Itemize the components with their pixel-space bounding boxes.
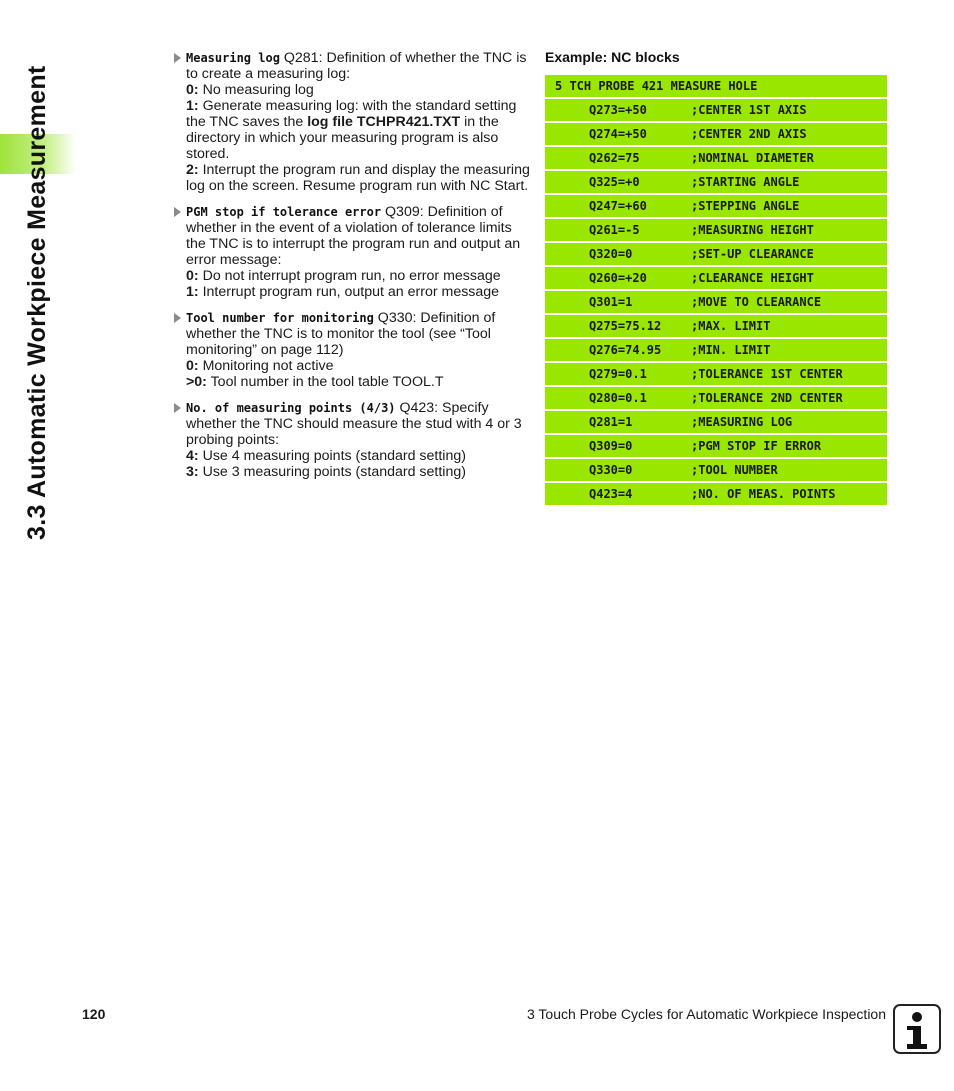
option-key: 2: [186,162,199,178]
nc-comment: ;CENTER 2ND AXIS [691,127,807,141]
info-icon-stem [913,1026,921,1046]
param-name: Tool number for monitoring [186,311,374,325]
nc-parameter: Q330=0 [589,463,633,477]
nc-parameter: Q275=75.12 [589,319,662,333]
section-title-vertical: 3.3 Automatic Workpiece Measurement [23,65,51,540]
param-name: Measuring log [186,51,280,65]
param-measuring-points [172,400,532,480]
example-title: Example: NC blocks [545,49,680,65]
page-number: 120 [82,1006,106,1022]
option-key: 1: [186,98,199,114]
option-bold-text: log file TCHPR421.TXT [307,114,461,130]
nc-parameter: Q274=+50 [589,127,647,141]
option-text: Tool number in the tool table TOOL.T [206,374,444,390]
option-key: 0: [186,82,199,98]
nc-parameter: Q247=+60 [589,199,647,213]
nc-parameter: Q301=1 [589,295,633,309]
nc-block-row [545,267,887,289]
nc-comment: ;TOLERANCE 1ST CENTER [691,367,843,381]
nc-comment: ;MIN. LIMIT [691,343,771,357]
nc-comment: ;CENTER 1ST AXIS [691,103,807,117]
nc-parameter: Q276=74.95 [589,343,662,357]
nc-comment: ;CLEARANCE HEIGHT [691,271,814,285]
option-key: 3: [186,464,199,480]
nc-comment: ;MEASURING LOG [691,415,793,429]
nc-comment: ;MAX. LIMIT [691,319,771,333]
nc-parameter: Q281=1 [589,415,633,429]
option-tail-text: in the directory in which your measuring program is also stored. [186,114,499,162]
nc-parameter: Q279=0.1 [589,367,647,381]
nc-parameter: Q309=0 [589,439,633,453]
info-icon-base [907,1044,927,1049]
option-text: Do not interrupt program run, no error message [198,268,501,284]
param-pgm-stop [172,204,532,300]
parameter-descriptions [172,50,532,490]
option-text: Monitoring not active [198,358,334,374]
nc-parameter: Q262=75 [589,151,640,165]
nc-block-row [545,387,887,409]
nc-comment: ;NO. OF MEAS. POINTS [691,487,836,501]
nc-comment: ;PGM STOP IF ERROR [691,439,822,453]
nc-parameter: Q280=0.1 [589,391,647,405]
option-text: No measuring log [198,82,314,98]
nc-comment: ;NOMINAL DIAMETER [691,151,814,165]
option-key: 1: [186,284,199,300]
nc-block-row [545,123,887,145]
option-key: >0: [186,374,207,390]
nc-block-row [545,315,887,337]
example-nc-blocks [545,49,887,507]
info-icon-dot [912,1012,922,1022]
option-text: Use 3 measuring points (standard setting) [198,464,466,480]
nc-block-row [545,99,887,121]
nc-block-header: 5 TCH PROBE 421 MEASURE HOLE [545,75,887,97]
nc-parameter: Q325=+0 [589,175,640,189]
param-tool-number [172,310,532,390]
nc-parameter: Q423=4 [589,487,633,501]
param-name: No. of measuring points (4/3) [186,401,396,415]
nc-parameter: Q261=-5 [589,223,640,237]
nc-comment: ;TOOL NUMBER [691,463,778,477]
nc-block-row [545,483,887,505]
nc-block-row [545,459,887,481]
nc-comment: ;SET-UP CLEARANCE [691,247,814,261]
option-text: Interrupt program run, output an error message [198,284,500,300]
option-text: Use 4 measuring points (standard setting) [198,448,466,464]
bullet-arrow-icon [174,207,181,217]
param-name: PGM stop if tolerance error [186,205,382,219]
nc-comment: ;MOVE TO CLEARANCE [691,295,822,309]
param-measuring-log [172,50,532,194]
nc-block-row [545,147,887,169]
nc-comment: ;TOLERANCE 2ND CENTER [691,391,843,405]
chapter-title: 3 Touch Probe Cycles for Automatic Workpiece Inspection [527,1006,886,1022]
nc-block-row [545,219,887,241]
nc-comment: ;STARTING ANGLE [691,175,800,189]
option-key: 0: [186,268,199,284]
nc-block-row [545,291,887,313]
nc-block-row [545,171,887,193]
nc-parameter: Q260=+20 [589,271,647,285]
nc-block-row [545,339,887,361]
nc-block-row [545,411,887,433]
nc-block-row [545,195,887,217]
bullet-arrow-icon [174,403,181,413]
nc-block-row [545,243,887,265]
bullet-arrow-icon [174,53,181,63]
nc-block-row [545,435,887,457]
nc-comment: ;MEASURING HEIGHT [691,223,814,237]
param-intro: Q309: Definition of whether in the event of a violation of tolerance limits the TNC is to interrupt the program run and output an error message: [186,204,521,268]
param-intro: Q423: Specify whether the TNC should measure the stud with 4 or 3 probing points: [186,400,522,448]
option-key: 4: [186,448,199,464]
nc-block-row [545,363,887,385]
option-text: Interrupt the program run and display the measuring log on the screen. Resume program run with NC Start. [186,162,530,194]
param-intro: Q330: Definition of whether the TNC is to monitor the tool (see “Tool monitoring” on page 112) [186,310,496,358]
option-key: 0: [186,358,199,374]
nc-parameter: Q273=+50 [589,103,647,117]
nc-block-list [545,99,887,505]
info-icon [893,1004,941,1054]
param-intro: Q281: Definition of whether the TNC is to create a measuring log: [186,50,527,82]
nc-parameter: Q320=0 [589,247,633,261]
bullet-arrow-icon [174,313,181,323]
nc-comment: ;STEPPING ANGLE [691,199,800,213]
option-text: Generate measuring log: with the standard setting the TNC saves the [186,98,517,130]
